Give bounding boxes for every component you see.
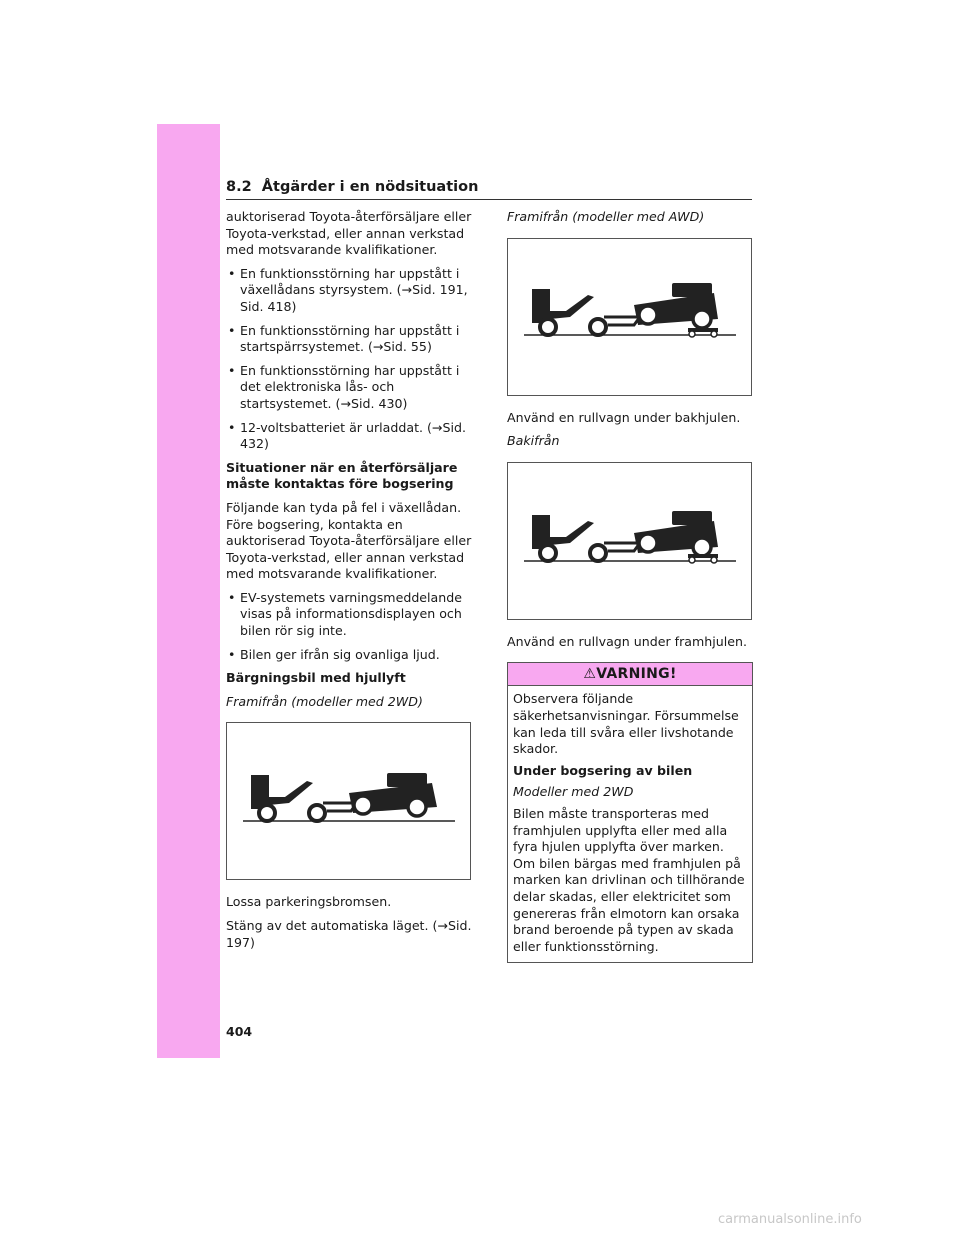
list-item: • En funktionsstörning har uppstått i startspärrsystemet. (→Sid. 55) [228,322,460,355]
section-heading: 8.2 Åtgärder i en nödsituation [226,179,479,195]
rear-dolly-text: Använd en rullvagn under bakhjulen. [507,409,741,425]
warning-triangle-icon: ⚠ [583,666,597,683]
tow-illustration-2wd [226,722,471,880]
tow-heading: Bärgningsbil med hjullyft [226,670,406,686]
list-item: • 12-voltsbatteriet är urladdat. (→Sid. 432) [228,419,466,452]
right-column [507,209,753,963]
tow-illustration-awd [507,238,752,396]
warning-model: Modeller med 2WD [513,784,634,800]
tow-truck-dolly-rear-illustration [508,463,751,619]
list-item: • En funktionsstörning har uppstått i det elektroniska lås- och startsystemet. (→Sid. 430) [228,362,460,411]
fig-caption-awd: Framifrån (modeller med AWD) [507,209,705,224]
list-item: • Bilen ger ifrån sig ovanliga ljud. [228,646,440,662]
dealer-text: Följande kan tyda på fel i växellådan. Före bogsering, kontakta en auktoriserad Toyota-återförsäljare eller Toyota-verkstad, eller annan verkstad med motsvarande kvalifikationer. [226,499,472,582]
page-number: 404 [226,1024,253,1039]
tow-truck-dolly-illustration [508,239,751,395]
fig-caption-2wd: Framifrån (modeller med 2WD) [226,693,423,709]
section-rule [226,199,752,200]
left-column [226,209,472,958]
auto-mode-text: Stäng av det automatiska läget. (→Sid. 197) [226,918,472,950]
list-item: • EV-systemets varningsmeddelande visas på informationsdisplayen och bilen rör sig inte. [228,589,462,639]
release-brake-text: Lossa parkeringsbromsen. [226,894,392,910]
front-dolly-text: Använd en rullvagn under framhjulen. [507,633,747,649]
tow-illustration-rear [507,462,752,620]
list-item: • En funktionsstörning har uppstått i växellådans styrsystem. (→Sid. 191, Sid. 418) [228,265,468,314]
watermark: carmanualsonline.info [718,1212,862,1227]
warning-subhead: Under bogsering av bilen [513,762,693,778]
warning-body [508,686,752,962]
dealer-heading: Situationer när en återförsäljare måste kontaktas före bogsering [226,459,458,492]
intro-text: auktoriserad Toyota-återförsäljare eller Toyota-verkstad, eller annan verkstad med motsvarande kvalifikationer. [226,209,472,258]
fig-caption-rear: Bakifrån [507,433,560,449]
warning-header: ⚠VARNING! [508,663,752,686]
warning-box [507,662,753,963]
tow-truck-illustration [227,723,470,879]
warning-intro: Observera följande säkerhetsanvisningar. Försummelse kan leda till svåra eller livshotande skador. [513,691,739,757]
side-color-band [157,124,220,1058]
warning-text: Bilen måste transporteras med framhjulen upplyfta eller med alla fyra hjulen upplyfta över marken. Om bilen bärgas med framhjulen på marken kan drivlinan och tillhörande delar skadas, eller elektricitet som genereras från elmotorn kan orsaka brand beroende på typen av skada eller funktionsstörning. [513,805,745,954]
